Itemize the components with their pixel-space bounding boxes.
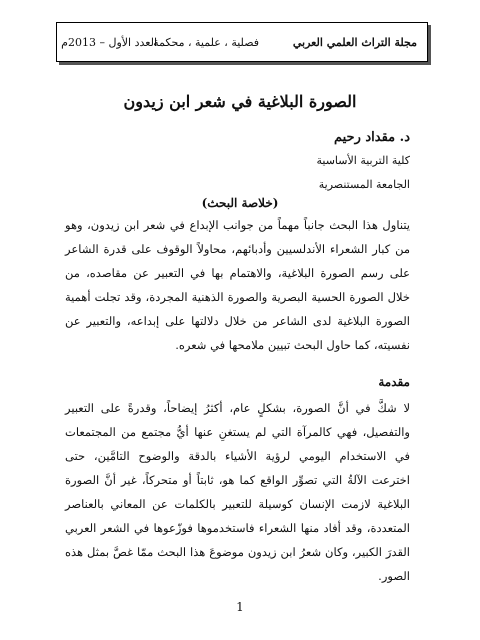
abstract-text: يتناول هذا البحث جانباً مهماً من جوانب الإبداع في شعر ابن زيدون، وهو من كبار الشعراء الأندلسيين وأدبائهم، محاولاً الوقوف على قدرة الشاعر على رسم الصورة البلاغية، والاهتمام بها في التعبير عن مقاصده، من خلال الصورة الحسية البصرية والصورة الذهنية المجردة، وقد تجلت أهمية الصورة البلاغية لدى الشاعر من خلال دلالتها على إبداعه، والتعبير عن نفسيته، كما حاول البحث تبيين ملامحها في شعره. (65, 218, 410, 352)
page-number: 1 (236, 600, 244, 614)
journal-header (56, 22, 428, 62)
affiliation-university: الجامعة المستنصرية (318, 178, 410, 191)
affiliation-college: كلية التربية الأساسية (316, 154, 410, 167)
journal-name: مجلة التراث العلمي العربي (292, 36, 417, 49)
introduction-heading: مقدمة (378, 375, 410, 389)
author-name: د. مقداد رحيم (333, 130, 410, 145)
introduction-text: لا شكَّ في أنَّ الصورة، بشكلٍ عام، أكثرُ إيضاحاً، وقدرةً على التعبير والتفصيل، فهي كالمرآة التي لم يستغنِ عنها أيُّ مجتمع من المجتمعات في الاستخدام اليومي لرؤية الأشياء بالدقة والوضوح التامَّين، حتى اخترعت الآلةُ التي تصوِّر الواقع كما هو، ثابتاً أو متحركاً، غير أنَّ الصورة البلاغية لازمت الإنسان كوسيلة للتعبير بالكلمات عن المعاني بالعناصر المتعددة، وقد أفاد منها الشعراء فاستخدموها فوزّعوها في الشعر العربي القدرَ الكبير، وكان شعرُ ابن زيدون موضوعَ هذا البحث ممّا غصَّ بمثل هذه الصور. (65, 401, 410, 583)
journal-type: فصلية ، علمية ، محكمة (153, 36, 259, 49)
abstract-heading: (خلاصة البحث) (201, 196, 279, 210)
journal-issue: العدد الأول – 2013م (61, 36, 157, 49)
paper-title: الصورة البلاغية في شعر ابن زيدون (123, 92, 357, 111)
